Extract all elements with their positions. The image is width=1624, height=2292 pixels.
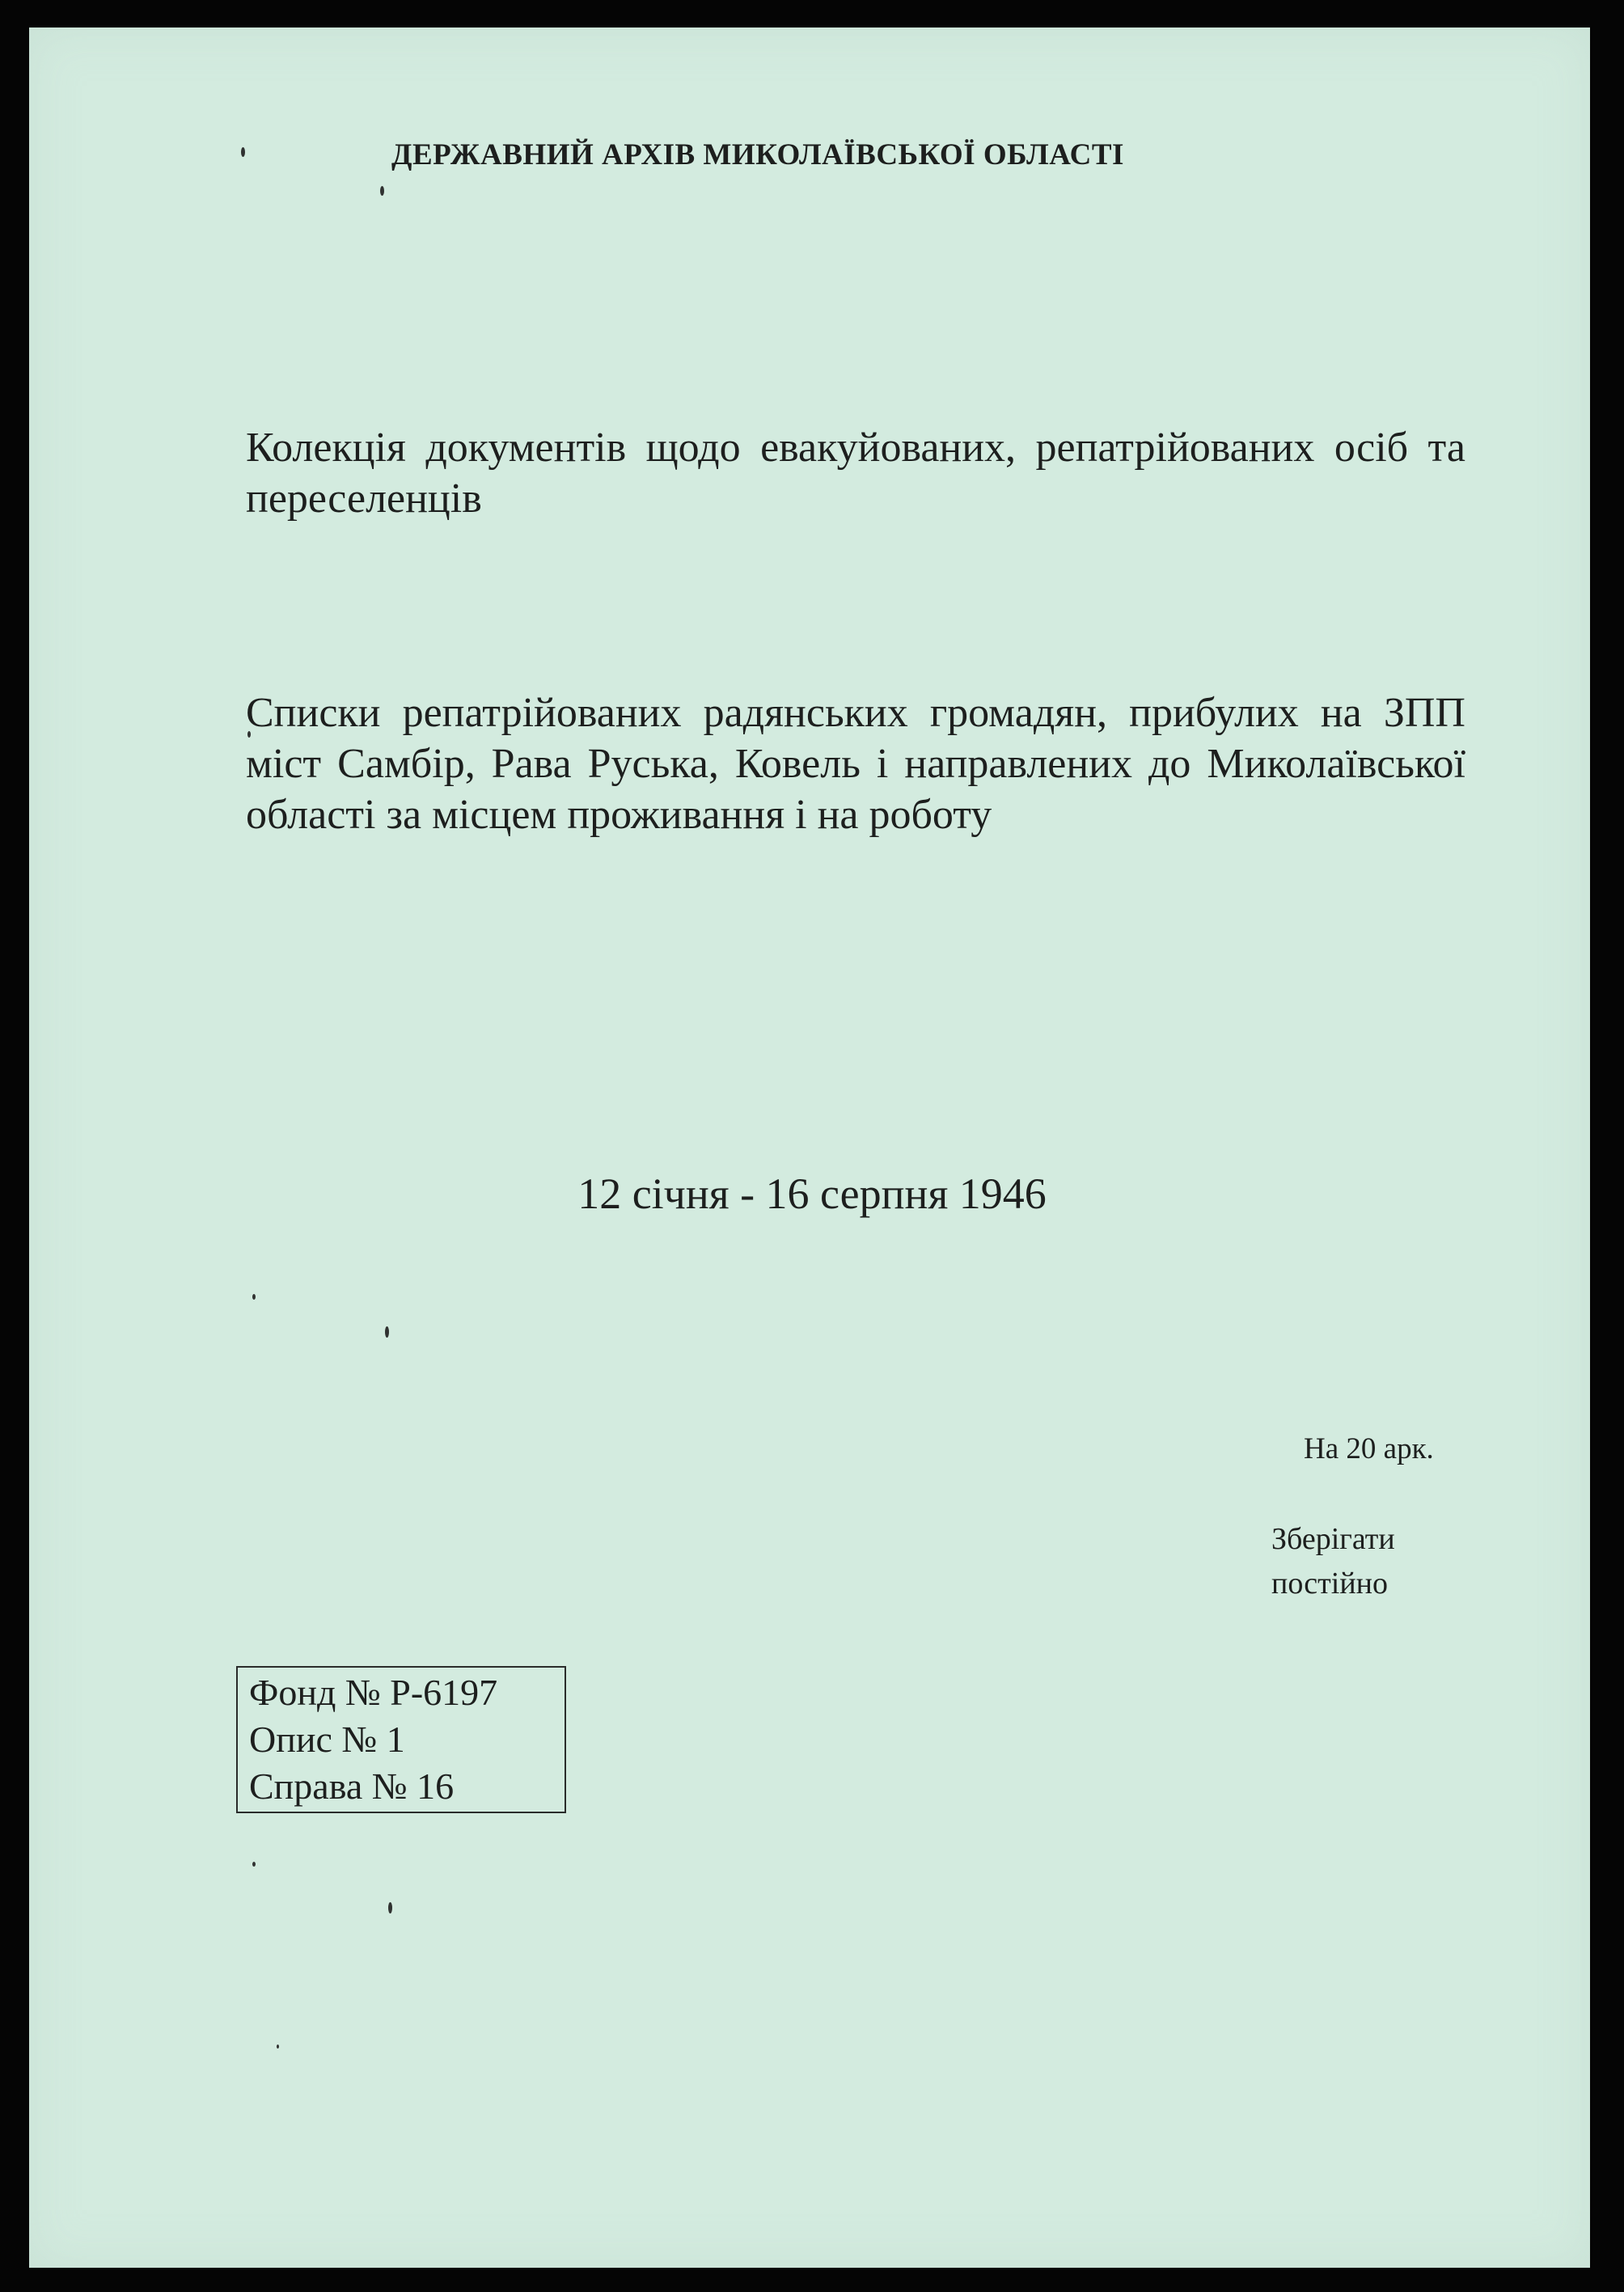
fond-number: Фонд № Р-6197: [249, 1672, 498, 1713]
document-page: [29, 27, 1590, 2268]
paper-speck: [241, 147, 245, 157]
sheets-count: На 20 арк.: [1304, 1432, 1434, 1465]
paper-speck: [388, 1902, 392, 1914]
paper-speck: [252, 1862, 256, 1867]
paper-speck: [385, 1326, 389, 1338]
paper-speck: [252, 1294, 256, 1300]
file-title: Списки репатрійованих радянських громадян, прибулих на ЗПП міст Самбір, Рава Руська, Ковель і направлених до Миколаївської області за місцем проживання і на роботу: [246, 690, 1465, 838]
paper-speck: [380, 186, 384, 196]
date-range: 12 січня - 16 серпня 1946: [577, 1169, 1047, 1218]
paper-speck: [277, 2045, 279, 2049]
archive-title: ДЕРЖАВНИЙ АРХІВ МИКОЛАЇВСЬКОЇ ОБЛАСТІ: [391, 138, 1124, 171]
opys-number: Опис № 1: [249, 1719, 405, 1760]
fond-box: [236, 1666, 566, 1813]
sprava-number: Справа № 16: [249, 1766, 455, 1807]
collection-title: Колекція документів щодо евакуйованих, репатрійованих осіб та переселенців: [246, 425, 1465, 522]
storage-note: Зберігати постійно: [1271, 1522, 1395, 1601]
